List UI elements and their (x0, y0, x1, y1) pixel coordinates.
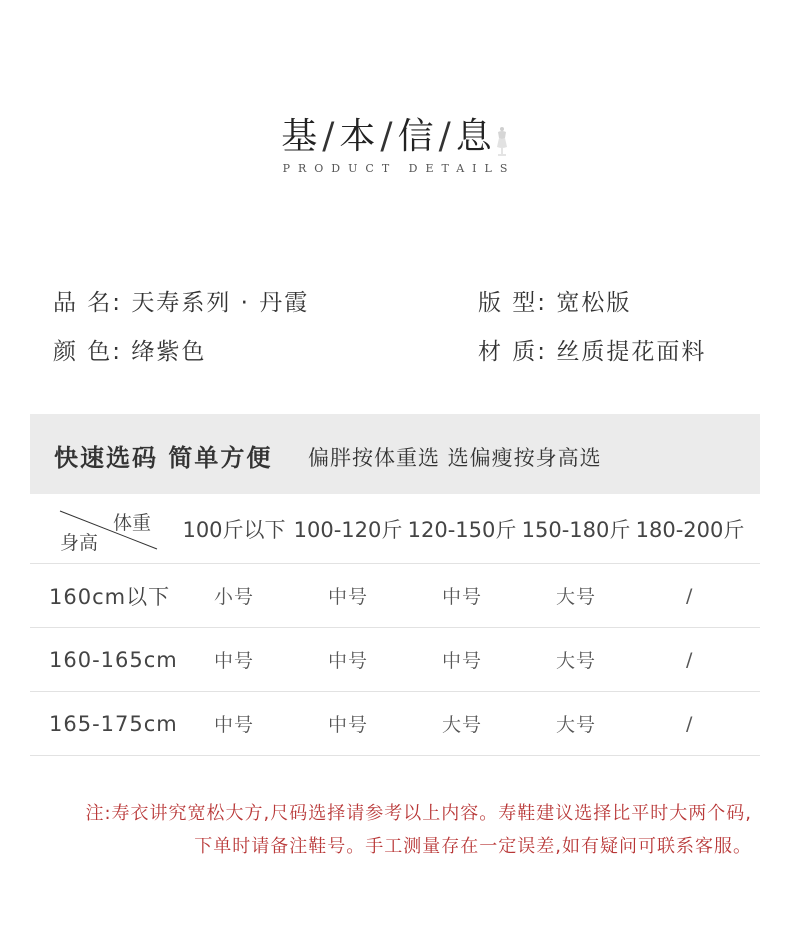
section-title (0, 108, 790, 159)
table-row (30, 692, 760, 756)
size-value: 小号 (214, 586, 255, 608)
row-height-label: 160-165cm (49, 647, 178, 672)
size-value: 中号 (328, 586, 369, 608)
title-separator: / (322, 116, 336, 157)
title-char: 本 (339, 116, 377, 157)
size-table (30, 494, 760, 756)
size-value: 中号 (442, 586, 483, 608)
size-value: / (686, 648, 694, 671)
note-line-2: 下单时请备注鞋号。手工测量存在一定误差,如有疑问可联系客服。 (194, 836, 752, 857)
product-name: 品 名: 天寿系列 · 丹霞 (53, 290, 310, 316)
product-fit: 版 型: 宽松版 (478, 290, 632, 316)
size-value: 大号 (556, 586, 597, 608)
diagonal-divider (30, 494, 180, 563)
banner-subtitle: 偏胖按体重选 选偏瘦按身高选 (308, 446, 602, 470)
size-value: 中号 (328, 650, 369, 672)
size-value: 大号 (556, 650, 597, 672)
size-value: 中号 (214, 650, 255, 672)
corner-weight-label: 体重 (113, 512, 152, 534)
product-color: 颜 色: 绛紫色 (53, 339, 207, 365)
section-subtitle: PRODUCT DETAILS (282, 162, 516, 175)
table-header-row (30, 494, 760, 564)
title-separator: / (438, 116, 452, 157)
column-header: 120-150斤 (407, 517, 517, 542)
size-value: / (686, 712, 694, 735)
column-header: 100斤以下 (182, 517, 286, 542)
column-header: 180-200斤 (635, 517, 745, 542)
row-height-label: 165-175cm (49, 711, 178, 736)
title-separator: / (380, 116, 394, 157)
column-header: 100-120斤 (293, 517, 403, 542)
size-value: / (686, 584, 694, 607)
column-header: 150-180斤 (521, 517, 631, 542)
title-char: 信 (397, 116, 435, 157)
size-value: 中号 (214, 714, 255, 736)
product-material: 材 质: 丝质提花面料 (478, 339, 707, 365)
size-value: 大号 (442, 714, 483, 736)
table-row (30, 564, 760, 628)
row-height-label: 160cm以下 (49, 584, 171, 609)
mannequin-icon (495, 124, 509, 154)
size-value: 中号 (328, 714, 369, 736)
table-corner-cell (30, 494, 180, 563)
title-char: 息 (455, 116, 493, 157)
note-line-1: 注:寿衣讲究宽松大方,尺码选择请参考以上内容。寿鞋建议选择比平时大两个码, (85, 803, 752, 824)
size-value: 大号 (556, 714, 597, 736)
size-value: 中号 (442, 650, 483, 672)
size-guide-banner (30, 414, 760, 494)
table-row (30, 628, 760, 692)
title-char: 基 (281, 116, 319, 157)
banner-title: 快速选码 简单方便 (54, 444, 273, 472)
corner-height-label: 身高 (60, 532, 99, 554)
